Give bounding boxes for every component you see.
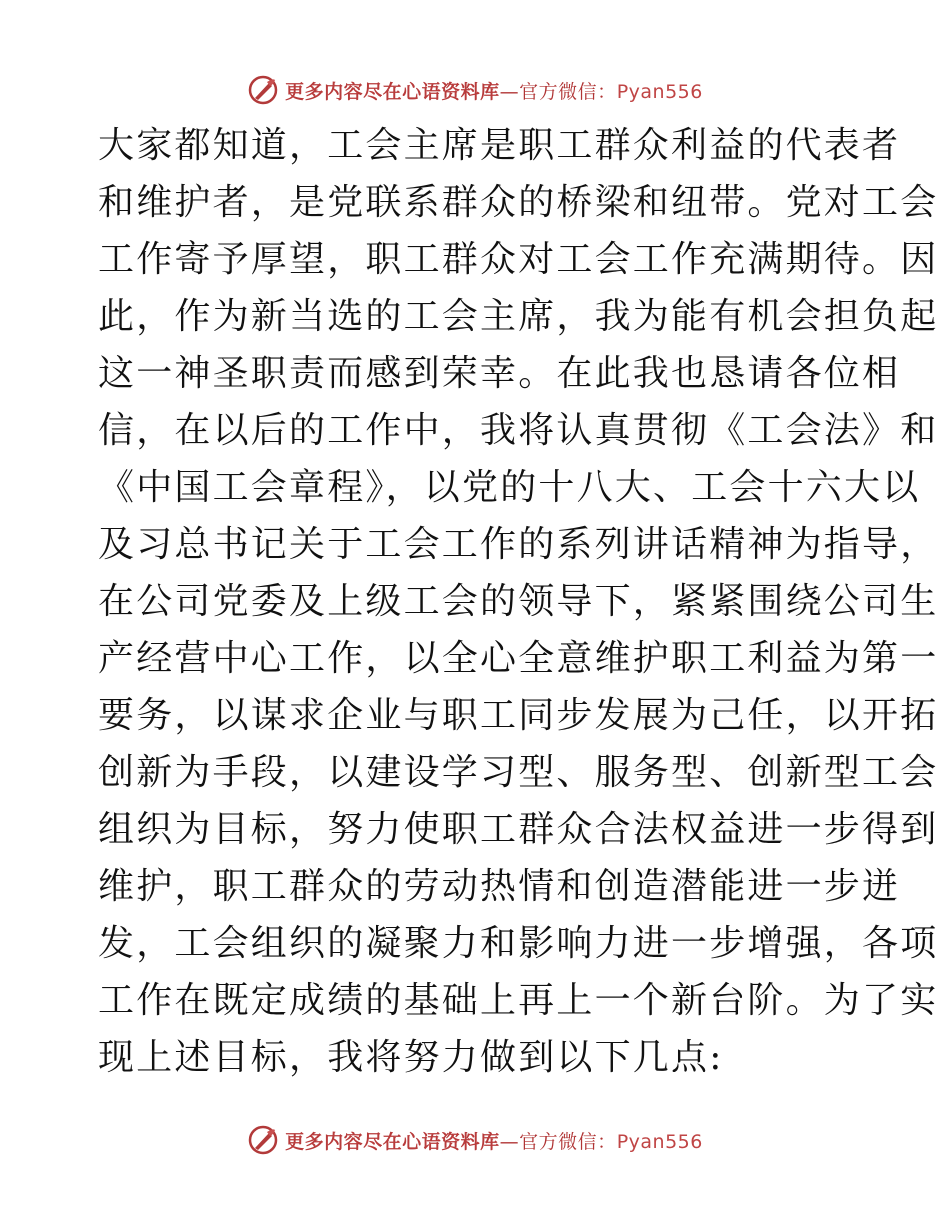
paragraph-line: 此，作为新当选的工会主席，我为能有机会担负起 xyxy=(98,296,939,337)
watermark-id: Pyan556 xyxy=(616,80,703,103)
paragraph-line: 发，工会组织的凝聚力和影响力进一步增强，各项 xyxy=(98,923,939,964)
paragraph-line: 大家都知道，工会主席是职工群众利益的代表者 xyxy=(98,125,901,166)
watermark-main: 更多内容尽在心语资料库 xyxy=(285,1130,500,1153)
watermark-label: 官方微信： xyxy=(519,80,617,103)
paragraph-line: 《中国工会章程》，以党的十八大、工会十六大以 xyxy=(98,467,921,508)
paragraph-line: 组织为目标，努力使职工群众合法权益进一步得到 xyxy=(98,809,939,850)
footer-watermark xyxy=(0,1120,950,1160)
watermark-main: 更多内容尽在心语资料库 xyxy=(285,80,500,103)
paragraph-line: 及习总书记关于工会工作的系列讲话精神为指导， xyxy=(98,524,939,565)
paragraph-line: 维护，职工群众的劳动热情和创造潜能进一步迸 xyxy=(98,866,901,907)
quill-logo-icon xyxy=(247,74,279,106)
paragraph-line: 工作在既定成绩的基础上再上一个新台阶。为了实 xyxy=(98,980,939,1021)
quill-logo-icon xyxy=(247,1124,279,1156)
header-watermark xyxy=(0,70,950,110)
paragraph-line: 要务，以谋求企业与职工同步发展为己任，以开拓 xyxy=(98,695,939,736)
paragraph-line: 这一神圣职责而感到荣幸。在此我也恳请各位相 xyxy=(98,353,901,394)
watermark-dash: — xyxy=(499,1130,520,1153)
watermark-id: Pyan556 xyxy=(616,1130,703,1153)
paragraph-line: 信，在以后的工作中，我将认真贯彻《工会法》和 xyxy=(98,410,939,451)
watermark-dash: — xyxy=(499,80,520,103)
paragraph-line: 创新为手段，以建设学习型、服务型、创新型工会 xyxy=(98,752,939,793)
watermark-label: 官方微信： xyxy=(519,1130,617,1153)
paragraph-line: 在公司党委及上级工会的领导下，紧紧围绕公司生 xyxy=(98,581,939,622)
paragraph-line: 产经营中心工作，以全心全意维护职工利益为第一 xyxy=(98,638,939,679)
watermark-text xyxy=(285,1127,703,1154)
paragraph-line: 工作寄予厚望，职工群众对工会工作充满期待。因 xyxy=(98,239,939,280)
paragraph-line: 和维护者，是党联系群众的桥梁和纽带。党对工会 xyxy=(98,182,939,223)
paragraph-line: 现上述目标，我将努力做到以下几点: xyxy=(98,1037,724,1078)
watermark-text xyxy=(285,77,703,104)
